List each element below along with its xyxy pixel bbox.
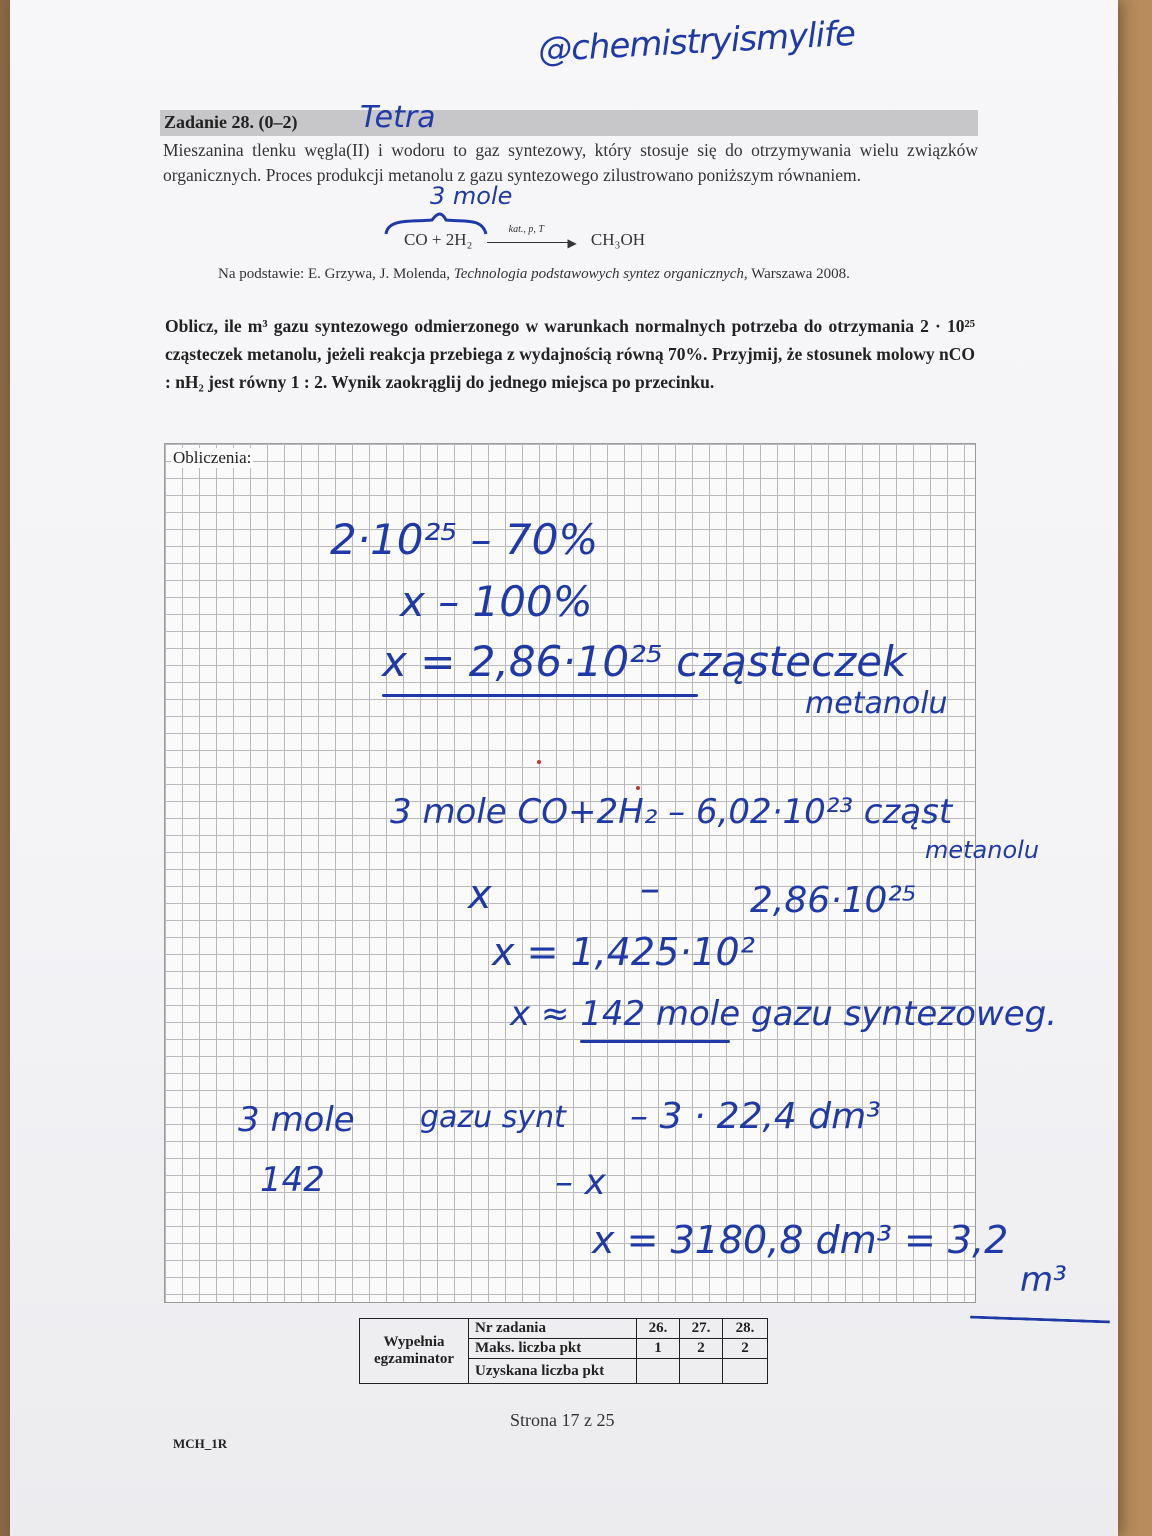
task-intro: Mieszanina tlenku węgla(II) i wodoru to gaz syntezowy, który stosuje się do otrzymywania wielu związków organicznych. Proces produkcji metanolu z gazu syntezowego zilustrowano poniższym równaniem.	[163, 140, 978, 185]
max-points-27: 2	[680, 1339, 723, 1359]
calc-line-9: 142	[260, 1160, 325, 1200]
reaction-conditions: kat., p, T	[508, 224, 544, 236]
calc-line-2: x – 100%	[400, 577, 593, 626]
calc-line-9-value: – x	[555, 1162, 606, 1203]
equation-product: CH₃OH	[590, 230, 646, 249]
annotation-tetra: Tetra	[360, 100, 436, 135]
exam-page	[10, 0, 1118, 1536]
underline-result-1	[382, 694, 698, 697]
source-citation: Na podstawie: E. Grzywa, J. Molenda, Technologia podstawowych syntez organicznych, Warszawa 2008.	[218, 266, 850, 282]
task-no-26: 26.	[637, 1319, 680, 1339]
task-title: Zadanie 28. (0–2)	[164, 112, 298, 132]
task-header-bar	[160, 110, 978, 136]
calc-line-4-cont: metanolu	[925, 836, 1040, 864]
equation-reactants: CO + 2H₂	[404, 230, 473, 249]
calc-line-10: x = 3180,8 dm³ = 3,2	[592, 1218, 1009, 1262]
ink-speck	[636, 786, 640, 790]
calc-line-6: x = 1,425·10²	[492, 930, 755, 974]
calc-line-5-x: x	[468, 872, 492, 918]
calc-line-8: 3 mole	[238, 1100, 355, 1140]
calc-line-5-dash: –	[640, 866, 660, 912]
row-header-max-points: Maks. liczba pkt	[469, 1339, 637, 1359]
source-title: Technologia podstawowych syntez organicznych,	[453, 266, 748, 282]
reaction-equation	[404, 224, 646, 251]
calc-line-8-mid: gazu synt	[420, 1100, 566, 1135]
calc-line-5-value: 2,86·10²⁵	[750, 880, 917, 921]
examiner-label: Wypełnia egzaminator	[360, 1319, 469, 1384]
earned-points-28	[723, 1359, 768, 1384]
row-header-task-no: Nr zadania	[469, 1319, 637, 1339]
underline-final-answer	[970, 1316, 1110, 1324]
exam-code: MCH_1R	[173, 1436, 228, 1451]
calc-line-7: x ≈ 142 mole gazu syntezoweg.	[510, 994, 1058, 1034]
max-points-28: 2	[723, 1339, 768, 1359]
calc-line-4: 3 mole CO+2H₂ – 6,02·10²³ cząst	[390, 792, 953, 832]
task-no-27: 27.	[680, 1319, 723, 1339]
annotation-3-mole: 3 mole	[430, 182, 513, 210]
max-points-26: 1	[637, 1339, 680, 1359]
page-number: Strona 17 z 25	[510, 1410, 615, 1430]
calc-line-1: 2·10²⁵ – 70%	[330, 515, 599, 564]
ink-speck	[537, 760, 541, 764]
earned-points-26	[637, 1359, 680, 1384]
row-header-earned-points: Uzyskana liczba pkt	[469, 1359, 637, 1384]
calc-line-8-value: – 3 · 22,4 dm³	[630, 1096, 881, 1137]
task-no-28: 28.	[723, 1319, 768, 1339]
reaction-arrow: kat., p, T ▶	[487, 234, 577, 248]
calc-line-3-cont: metanolu	[805, 686, 948, 721]
underline-result-2	[580, 1040, 730, 1043]
watermark-handle: @chemistryismylife	[537, 13, 856, 71]
calc-line-3: x = 2,86·10²⁵ cząsteczek	[382, 637, 907, 686]
examiner-table	[359, 1318, 768, 1384]
calc-line-10-unit: m³	[1020, 1260, 1067, 1300]
task-question: Oblicz, ile m³ gazu syntezowego odmierzonego w warunkach normalnych potrzeba do otrzymania 2 · 10²⁵ cząsteczek metanolu, jeżeli reakcja przebiega z wydajnością równą 70%. Przyjmij, że stosunek molowy nCO : nH₂ jest równy 1 : 2. Wynik zaokrąglij do jednego miejsca po przecinku.	[165, 316, 975, 392]
calculation-label: Obliczenia:	[173, 448, 252, 467]
earned-points-27	[680, 1359, 723, 1384]
